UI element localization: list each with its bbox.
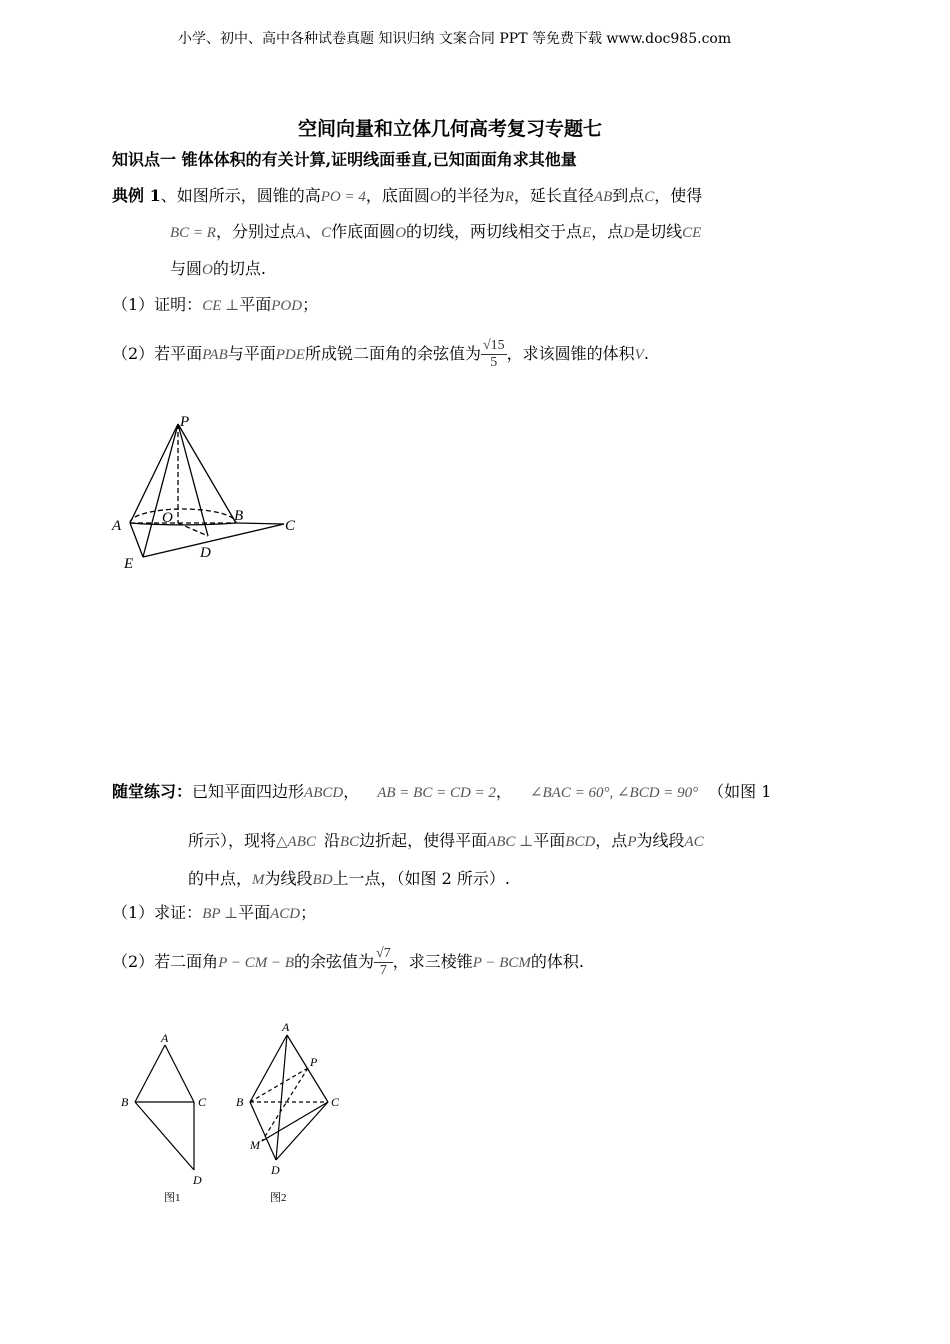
practice-question1: （1）求证：BP ⊥平面ACD； xyxy=(112,903,317,922)
example1-question1: （1）证明：CE ⊥平面POD； xyxy=(112,295,319,314)
practice-line2: 所示），现将△ABC 沿BC边折起，使得平面ABC ⊥平面BCD，点P为线段AC xyxy=(188,831,704,850)
fig1-label-b: B xyxy=(121,1095,129,1109)
site-header: 小学、初中、高中各种试卷真题 知识归纳 文案合同 PPT 等免费下载 www.doc985.com xyxy=(178,31,732,47)
fig1-label-c: C xyxy=(198,1095,207,1109)
cone-label-p: P xyxy=(180,414,190,430)
fig2-label-d: D xyxy=(271,1163,280,1177)
practice-label: 随堂练习： xyxy=(112,782,193,801)
figure-1 xyxy=(115,1025,225,1205)
practice-question2: （2）若二面角P − CM − B的余弦值为 $\frac{√7}{7}$ ，求三棱锥P − BCM的体积. xyxy=(112,946,584,978)
fig2-label-c: C xyxy=(331,1095,340,1109)
cone-label-d: D xyxy=(200,545,211,561)
figure-2 xyxy=(230,1015,350,1205)
fig2-caption: 图2 xyxy=(270,1192,287,1204)
cone-label-e: E xyxy=(124,556,134,572)
cone-label-b: B xyxy=(234,508,244,524)
practice-line3: 的中点，M为线段BD上一点，（如图 2 所示）. xyxy=(188,869,510,888)
fig2-label-m: M xyxy=(250,1138,260,1152)
fig1-label-d: D xyxy=(193,1173,202,1187)
example1-line1: 典例 1、如图所示，圆锥的高PO = 4，底面圆O的半径为R，延长直径AB到点C，使得 xyxy=(112,186,703,205)
fig2-label-p: P xyxy=(310,1055,318,1069)
cone-label-o: O xyxy=(162,510,173,526)
cone-label-a: A xyxy=(112,518,122,534)
example1-line2: BC = R，分别过点A、C作底面圆O的切线，两切线相交于点E，点D是切线CE xyxy=(170,222,702,241)
example1-line3: 与圆O的切点. xyxy=(170,259,266,278)
fraction-sqrt7-7: $\frac{√7}{7}$ xyxy=(376,946,391,978)
section-heading: 知识点一 锥体体积的有关计算,证明线面垂直,已知面面角求其他量 xyxy=(112,150,577,169)
practice-line1: 随堂练习：已知平面四边形ABCD， AB = BC = CD = 2， ∠BAC = 60°, ∠BCD = 90° （如图 1 xyxy=(112,782,772,801)
fig2-label-a: A xyxy=(282,1020,290,1034)
example1-question2: （2）若平面PAB与平面PDE所成锐二面角的余弦值为 $\frac{√15}{5}$ ，求该圆锥的体积V. xyxy=(112,338,649,370)
fig1-caption: 图1 xyxy=(164,1192,181,1204)
page-title: 空间向量和立体几何高考复习专题七 xyxy=(298,118,603,140)
fig2-label-b: B xyxy=(236,1095,244,1109)
cone-label-c: C xyxy=(285,518,296,534)
example1-label: 典例 1 xyxy=(112,186,161,205)
fig1-label-a: A xyxy=(161,1031,169,1045)
base-back-arc xyxy=(130,509,236,523)
cone-figure xyxy=(108,410,308,580)
fraction-sqrt15-5: $\frac{√15}{5}$ xyxy=(482,338,505,370)
